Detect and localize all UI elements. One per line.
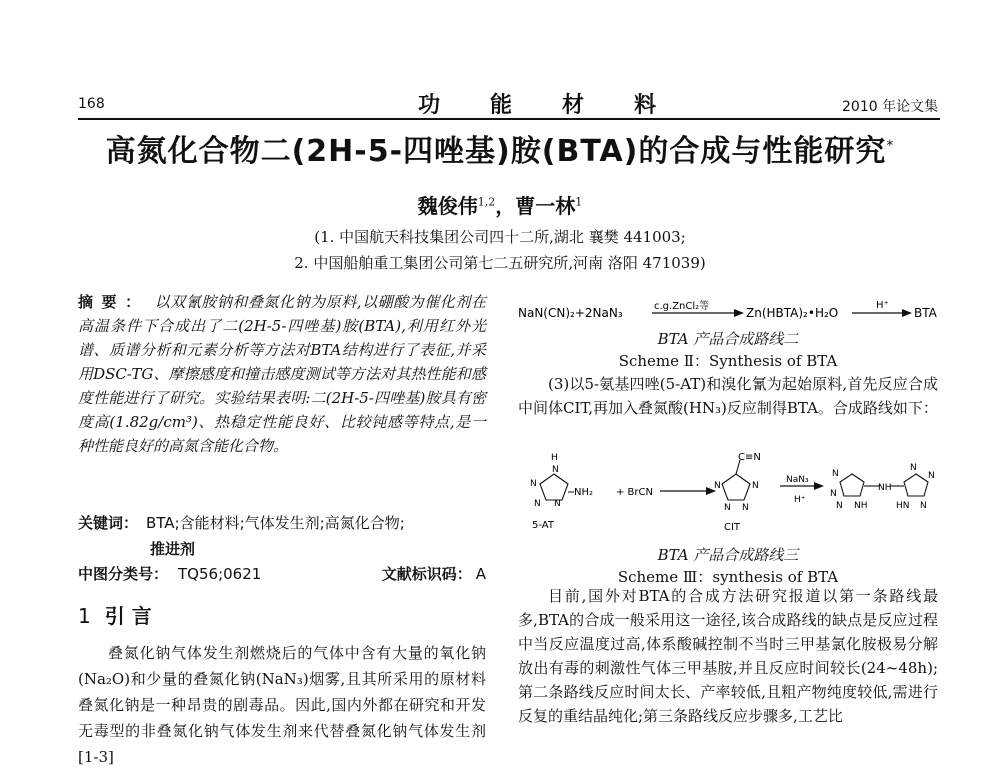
scheme-2-caption-cn: BTA 产品合成路线二	[657, 330, 799, 348]
svg-text:H: H	[551, 453, 558, 463]
doc-code	[382, 563, 486, 584]
svg-text:N: N	[530, 479, 537, 489]
keywords	[78, 510, 486, 562]
scheme-2-equation	[518, 300, 938, 324]
cyano-group: C≡N	[738, 452, 761, 463]
scheme-2-arrowhead-1	[734, 309, 744, 317]
svg-text:N: N	[724, 503, 731, 513]
amine-group: NH₂	[574, 487, 594, 498]
svg-text:N: N	[928, 471, 935, 481]
doc-label: 文献标识码：	[381, 565, 472, 583]
reagent-brcn: + BrCN	[616, 487, 653, 498]
abstract	[78, 290, 486, 458]
scheme-3-caption-cn: BTA 产品合成路线三	[657, 546, 799, 564]
svg-text:HN: HN	[896, 501, 910, 511]
acid-label: H⁺	[794, 495, 806, 505]
keywords-text: BTA;含能材料;气体发生剂;高氮化合物;	[146, 514, 405, 532]
affiliation-1: (1. 中国航天科技集团公司四十二所,湖北 襄樊 441003;	[314, 228, 686, 246]
scheme-2-intermediate: Zn(HBTA)₂•H₂O	[746, 306, 839, 320]
paper-title	[0, 126, 1000, 170]
keywords-continuation: 推进剂	[150, 540, 196, 558]
author-separator: ，	[495, 194, 516, 218]
svg-text:N: N	[552, 465, 559, 475]
journal-name: 功能材料	[418, 92, 707, 118]
discussion-paragraph: 目前,国外对BTA的合成方法研究报道以第一条路线最多,BTA的合成一般采用这一途径,该合成路线的缺点是反应过程中当反应温度过高,体系酸碱控制不当时三甲基氯化胺极易分解放出有毒的刺激性气体三甲基胺,并且反应时间较长(24~48h);第二条路线反应时间太长、产率较低,且粗产物纯度较低,需进行反复的重结晶纯化;第三条路线反应步骤多,工艺比	[518, 587, 938, 725]
issue-label: 2010 年论文集	[842, 99, 939, 115]
keywords-label: 关键词：	[78, 514, 139, 532]
molecule-cit	[722, 460, 750, 500]
svg-text:N: N	[534, 499, 541, 509]
section-number: 1	[78, 604, 91, 628]
section-heading	[78, 600, 486, 629]
clc-label: 中图分类号：	[78, 565, 169, 583]
author-1: 魏俊伟	[417, 194, 478, 218]
author-1-affil: 1,2	[477, 195, 496, 209]
title-text: 高氮化合物二(2H-5-四唑基)胺(BTA)的合成与性能研究	[105, 134, 887, 169]
clc-value: TQ56;0621	[178, 565, 262, 583]
scheme-2-product: BTA	[914, 306, 937, 320]
molecule-5at	[540, 474, 568, 500]
svg-text:N: N	[920, 501, 927, 511]
doc-value: A	[475, 565, 486, 583]
scheme-2-arrowhead-2	[902, 309, 912, 317]
svg-text:N: N	[910, 463, 917, 473]
author-2-affil: 1	[575, 195, 583, 209]
svg-text:N: N	[836, 501, 843, 511]
label-5at: 5-AT	[532, 520, 554, 531]
abstract-label: 摘要：	[78, 293, 149, 311]
route-3-paragraph: (3)以5-氨基四唑(5-AT)和溴化氰为起始原料,首先反应合成中间体CIT,再加入叠氮酸(HN₃)反应制得BTA。合成路线如下：	[518, 375, 938, 417]
svg-text:N: N	[830, 489, 837, 499]
svg-text:N: N	[554, 499, 561, 509]
svg-text:NH: NH	[854, 501, 868, 511]
section-title: 引 言	[104, 604, 152, 628]
scheme-3-arrowhead-2	[814, 482, 824, 490]
svg-text:N: N	[832, 469, 839, 479]
svg-text:NH: NH	[878, 483, 892, 493]
scheme-2-reactants: NaN(CN)₂+2NaN₃	[518, 306, 623, 320]
scheme-2-acid: H⁺	[876, 300, 889, 311]
scheme-2-reagent: c.g.ZnCl₂等	[654, 301, 710, 312]
abstract-text: 以双氰胺钠和叠氮化钠为原料,以硼酸为催化剂在高温条件下合成出了二(2H-5-四唑基)胺(BTA),利用红外光谱、质谱分析和元素分析等方法对BTA结构进行了表征,并采用DSC-TG、摩擦感度和撞击感度测试等方法对其热性能和感度性能进行了研究。实验结果表明:二(2H-5-四唑基)胺具有密度高(1.82g/cm³)、热稳定性能良好、比较钝感等特点,是一种性能良好的高氮含能化合物。	[78, 293, 486, 455]
svg-text:N: N	[714, 481, 721, 491]
header-rule	[78, 118, 940, 120]
svg-text:N: N	[742, 503, 749, 513]
scheme-3-caption-en: Scheme Ⅲ：synthesis of BTA	[617, 568, 839, 586]
author-line	[0, 190, 1000, 219]
reagent-nan3: NaN₃	[786, 475, 809, 485]
title-footnote-mark: *	[886, 138, 895, 154]
classification-line	[78, 563, 486, 584]
author-2: 曹一林	[515, 194, 576, 218]
scheme-2-caption-en: Scheme Ⅱ：Synthesis of BTA	[618, 352, 838, 370]
affiliation-2: 2. 中国船舶重工集团公司第七二五研究所,河南 洛阳 471039)	[294, 254, 706, 272]
scheme-3-diagram	[518, 448, 938, 544]
page-number: 168	[78, 96, 105, 112]
svg-text:N: N	[752, 481, 759, 491]
intro-paragraph: 叠氮化钠气体发生剂燃烧后的气体中含有大量的氧化钠(Na₂O)和少量的叠氮化钠(NaN₃)烟雾,且其所采用的原材料叠氮化钠是一种昂贵的剧毒品。因此,国内外都在研究和开发无毒型的非叠氮化钠气体发生剂来代替叠氮化钠气体发生剂[1-3]	[78, 644, 486, 766]
label-cit: CIT	[724, 522, 741, 533]
